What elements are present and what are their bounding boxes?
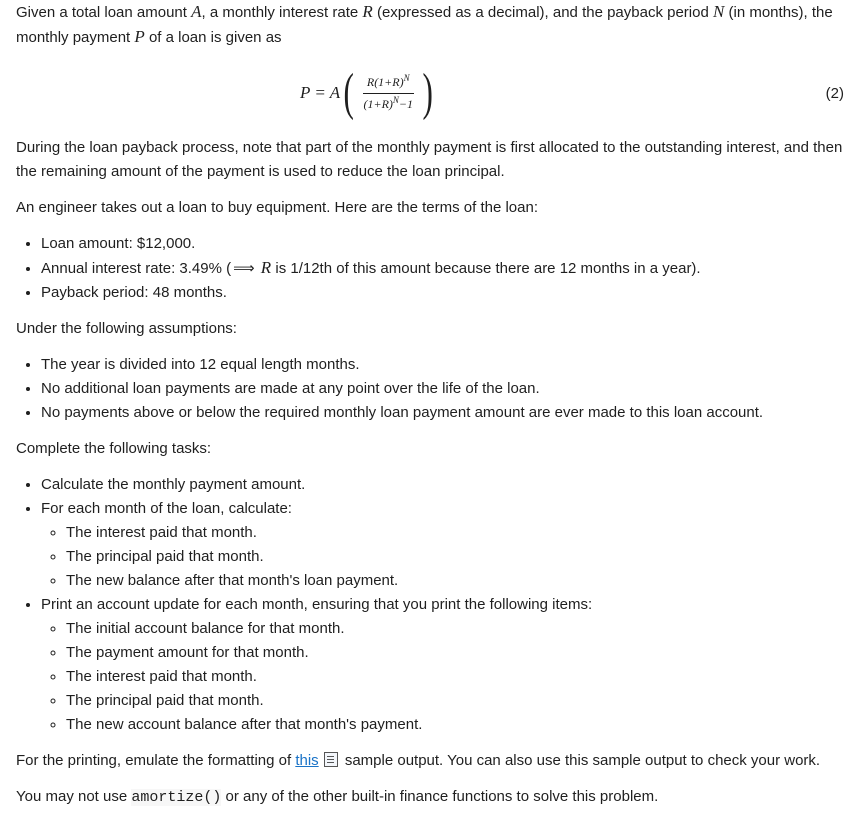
sample-output-link[interactable]: this — [295, 752, 319, 769]
intro-text-3: (expressed as a decimal), and the payback period — [372, 4, 713, 21]
engineer-paragraph: An engineer takes out a loan to buy equipment. Here are the terms of the loan: — [16, 199, 538, 216]
variable-r: R — [260, 258, 272, 277]
list-item: ◦ The interest paid that month. — [66, 665, 844, 689]
intro-text-4: (in months), the monthly payment — [16, 4, 833, 46]
list-item: • No additional loan payments are made at any point over the life of the loan. — [41, 377, 844, 401]
denominator-tail: −1 — [398, 96, 414, 111]
rate-explanation: is 1/12th of this amount because there are 12 months in a year). — [271, 260, 701, 277]
printing-text-2: sample output. You can also use this sample output to check your work. — [340, 752, 821, 769]
equation-number: (2) — [825, 85, 844, 102]
list-item: ◦ The principal paid that month. — [66, 545, 844, 569]
list-item: • Calculate the monthly payment amount. — [41, 473, 844, 497]
list-item: ◦ The interest paid that month. — [66, 521, 844, 545]
rate-text: Annual interest rate: 3.49% ( — [41, 260, 232, 277]
variable-p: P — [134, 27, 145, 46]
left-paren: ( — [343, 64, 355, 121]
amortize-code: amortize() — [131, 789, 222, 806]
variable-a: A — [191, 2, 202, 21]
final-text: You may not use — [16, 788, 132, 805]
list-item: • The year is divided into 12 equal length months. — [41, 353, 844, 377]
numerator-exponent: N — [403, 72, 410, 83]
sublist — [41, 617, 844, 737]
final-paragraph — [16, 785, 844, 810]
list-item: ◦ The payment amount for that month. — [66, 641, 844, 665]
denominator-base: (1+R) — [363, 96, 393, 111]
tasks-list — [16, 473, 844, 737]
list-item: ◦ The new account balance after that month's payment. — [66, 713, 844, 737]
fraction-numerator — [363, 72, 414, 94]
list-item: ◦ The new balance after that month's loan payment. — [66, 569, 844, 593]
payment-equation — [16, 62, 844, 124]
final-text-2: or any of the other built-in finance functions to solve this problem. — [221, 788, 659, 805]
assumptions-heading: Under the following assumptions: — [16, 320, 237, 337]
task-text: Print an account update for each month, ensuring that you print the following items: — [41, 596, 593, 613]
variable-n: N — [713, 2, 725, 21]
equation-lhs: P = A — [300, 83, 341, 102]
printing-paragraph — [16, 749, 844, 773]
loan-terms-list — [16, 232, 844, 305]
fraction-denominator — [359, 94, 417, 112]
list-item — [41, 593, 844, 737]
implies-arrow-icon: ⟹ — [233, 259, 255, 277]
list-item — [41, 256, 844, 281]
numerator-base: R(1+R) — [366, 74, 404, 89]
list-item: ◦ The initial account balance for that month. — [66, 617, 844, 641]
intro-text-1: Given a total loan amount — [16, 4, 192, 21]
list-item: • Loan amount: $12,000. — [41, 232, 844, 256]
printing-text: For the printing, emulate the formatting of — [16, 752, 296, 769]
tasks-heading: Complete the following tasks: — [16, 440, 212, 457]
process-paragraph: During the loan payback process, note that part of the monthly payment is first allocated to the outstanding interest, and then the remaining amount of the payment is used to reduce the loan principal. — [16, 139, 843, 180]
variable-r: R — [362, 2, 373, 21]
equation-fraction — [359, 72, 417, 112]
intro-text-5: of a loan is given as — [144, 29, 282, 46]
intro-paragraph — [16, 0, 844, 50]
list-item: ◦ The principal paid that month. — [66, 689, 844, 713]
denominator-exponent: N — [392, 94, 399, 105]
equation-body — [300, 62, 436, 124]
intro-text-2: , a monthly interest rate — [201, 4, 363, 21]
assumptions-list — [16, 353, 844, 425]
right-paren: ) — [422, 64, 433, 121]
task-text: For each month of the loan, calculate: — [41, 500, 292, 517]
list-item: • Payback period: 48 months. — [41, 281, 844, 305]
list-item — [41, 497, 844, 593]
list-item: • No payments above or below the required monthly loan payment amount are ever made to this loan account. — [41, 401, 844, 425]
document-icon[interactable] — [324, 752, 338, 767]
sublist — [41, 521, 844, 593]
